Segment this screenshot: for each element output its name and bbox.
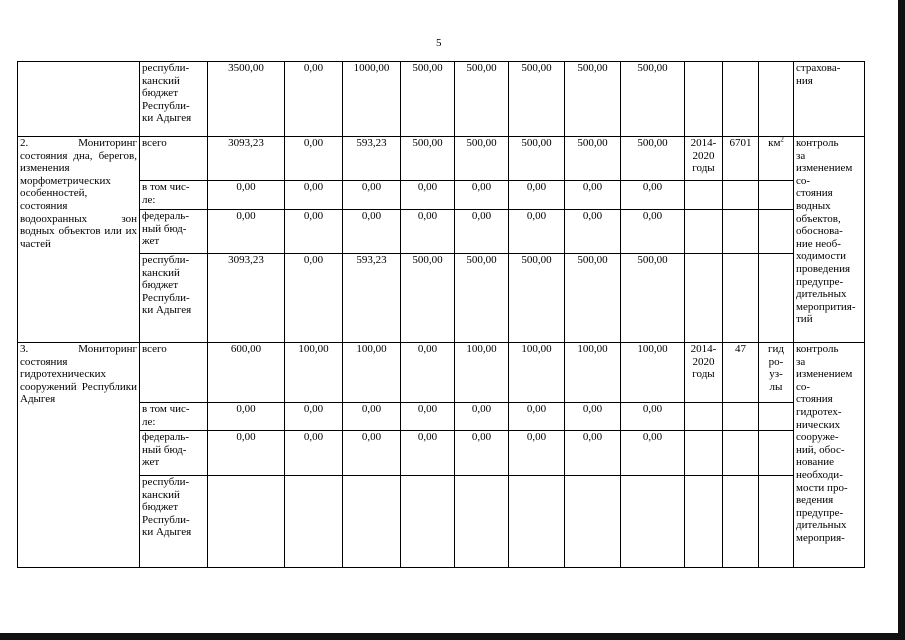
value-cell: 100,00 — [343, 343, 401, 403]
value-cell — [285, 476, 343, 568]
period-cell — [685, 254, 723, 343]
value-cell: 0,00 — [401, 403, 455, 431]
period-cell — [685, 403, 723, 431]
value-cell: 100,00 — [285, 343, 343, 403]
value-cell: 0,00 — [208, 181, 285, 210]
quantity-cell — [723, 431, 759, 476]
quantity-cell — [723, 210, 759, 254]
value-cell: 0,00 — [285, 403, 343, 431]
value-cell — [401, 476, 455, 568]
table-row — [18, 210, 865, 254]
value-cell: 500,00 — [455, 254, 509, 343]
value-cell: 0,00 — [285, 431, 343, 476]
table-row — [18, 254, 865, 343]
unit-cell: гид ро- уз- лы — [759, 343, 794, 403]
funding-source-cell: республи- канский бюджет Республи- ки Адыгея — [140, 254, 208, 343]
value-cell: 500,00 — [565, 137, 621, 181]
value-cell: 0,00 — [565, 431, 621, 476]
value-cell: 0,00 — [285, 181, 343, 210]
value-cell: 0,00 — [343, 210, 401, 254]
quantity-cell — [723, 403, 759, 431]
period-cell: 2014- 2020 годы — [685, 137, 723, 181]
value-cell: 0,00 — [509, 210, 565, 254]
unit-superscript: 2 — [780, 136, 784, 144]
value-cell: 0,00 — [455, 181, 509, 210]
period-cell — [685, 476, 723, 568]
value-cell: 0,00 — [455, 431, 509, 476]
unit-cell — [759, 137, 794, 181]
comment-cell: контроль за изменением со- стояния гидротех- нических сооруже- ний, обос- нование необходи- мости про- ведения предупре- дительных мероприя- — [794, 343, 865, 568]
value-cell: 100,00 — [621, 343, 685, 403]
value-cell: 500,00 — [401, 62, 455, 137]
value-cell: 500,00 — [621, 62, 685, 137]
quantity-cell — [723, 254, 759, 343]
table-row — [18, 137, 865, 181]
funding-source-cell: в том чис- ле: — [140, 403, 208, 431]
unit-cell — [759, 62, 794, 137]
table-row — [18, 62, 865, 137]
value-cell: 3093,23 — [208, 254, 285, 343]
page-number: 5 — [436, 37, 442, 49]
value-cell: 0,00 — [621, 403, 685, 431]
value-cell — [565, 476, 621, 568]
table-row — [18, 476, 865, 568]
value-cell: 0,00 — [455, 403, 509, 431]
comment-cell: контроль за изменением со- стояния водных объектов, обоснова- ние необ- ходимости проведения предупре- дительных меропрития- тий — [794, 137, 865, 343]
period-cell — [685, 62, 723, 137]
value-cell: 0,00 — [285, 137, 343, 181]
unit-cell — [759, 403, 794, 431]
value-cell: 100,00 — [455, 343, 509, 403]
value-cell: 1000,00 — [343, 62, 401, 137]
value-cell: 593,23 — [343, 137, 401, 181]
value-cell — [455, 476, 509, 568]
value-cell: 0,00 — [509, 181, 565, 210]
value-cell: 500,00 — [509, 254, 565, 343]
value-cell: 0,00 — [208, 210, 285, 254]
funding-source-cell: в том чис- ле: — [140, 181, 208, 210]
value-cell: 0,00 — [401, 210, 455, 254]
value-cell: 3093,23 — [208, 137, 285, 181]
value-cell — [343, 476, 401, 568]
comment-cell: страхова- ния — [794, 62, 865, 137]
funding-source-cell: всего — [140, 343, 208, 403]
value-cell: 0,00 — [509, 403, 565, 431]
value-cell: 0,00 — [343, 403, 401, 431]
value-cell: 0,00 — [285, 254, 343, 343]
quantity-cell: 47 — [723, 343, 759, 403]
value-cell: 0,00 — [621, 431, 685, 476]
value-cell: 0,00 — [208, 403, 285, 431]
table-row — [18, 431, 865, 476]
quantity-cell — [723, 181, 759, 210]
value-cell — [509, 476, 565, 568]
period-cell — [685, 431, 723, 476]
value-cell: 0,00 — [401, 343, 455, 403]
value-cell: 0,00 — [401, 181, 455, 210]
value-cell: 500,00 — [509, 62, 565, 137]
budget-table — [17, 61, 865, 568]
value-cell: 0,00 — [509, 431, 565, 476]
scan-edge-bottom — [0, 633, 905, 640]
value-cell: 500,00 — [509, 137, 565, 181]
quantity-cell — [723, 62, 759, 137]
value-cell — [208, 476, 285, 568]
description-cell — [18, 62, 140, 137]
table-row — [18, 403, 865, 431]
value-cell: 0,00 — [343, 431, 401, 476]
funding-source-cell: республи- канский бюджет Республи- ки Адыгея — [140, 62, 208, 137]
unit-cell — [759, 181, 794, 210]
funding-source-cell: федераль- ный бюд- жет — [140, 210, 208, 254]
measure-description: 3. Мониторинг состояния гидротехнических сооружений Республики Адыгея — [18, 343, 140, 568]
funding-source-cell: федераль- ный бюд- жет — [140, 431, 208, 476]
measure-description: 2. Мониторинг состояния дна, берегов, изменения морфометрических особенностей, состояния водоохранных зон водных объектов или их частей — [18, 137, 140, 343]
value-cell: 593,23 — [343, 254, 401, 343]
value-cell: 0,00 — [565, 403, 621, 431]
value-cell: 500,00 — [401, 137, 455, 181]
value-cell: 0,00 — [343, 181, 401, 210]
value-cell: 0,00 — [565, 181, 621, 210]
value-cell: 0,00 — [285, 62, 343, 137]
funding-source-cell: республи- канский бюджет Республи- ки Адыгея — [140, 476, 208, 568]
value-cell: 0,00 — [401, 431, 455, 476]
value-cell: 500,00 — [621, 137, 685, 181]
scan-edge-right — [898, 0, 905, 640]
value-cell: 3500,00 — [208, 62, 285, 137]
value-cell: 0,00 — [565, 210, 621, 254]
value-cell: 0,00 — [621, 181, 685, 210]
table-row — [18, 181, 865, 210]
quantity-cell: 6701 — [723, 137, 759, 181]
value-cell: 0,00 — [208, 431, 285, 476]
period-cell — [685, 210, 723, 254]
funding-source-cell: всего — [140, 137, 208, 181]
value-cell — [621, 476, 685, 568]
value-cell: 0,00 — [455, 210, 509, 254]
table-row — [18, 343, 865, 403]
value-cell: 500,00 — [621, 254, 685, 343]
value-cell: 600,00 — [208, 343, 285, 403]
value-cell: 500,00 — [455, 62, 509, 137]
value-cell: 100,00 — [509, 343, 565, 403]
unit-cell — [759, 476, 794, 568]
period-cell — [685, 181, 723, 210]
period-cell: 2014- 2020 годы — [685, 343, 723, 403]
quantity-cell — [723, 476, 759, 568]
unit-cell — [759, 210, 794, 254]
value-cell: 500,00 — [401, 254, 455, 343]
unit-text: км — [768, 137, 781, 149]
unit-cell — [759, 431, 794, 476]
value-cell: 100,00 — [565, 343, 621, 403]
value-cell: 0,00 — [621, 210, 685, 254]
value-cell: 500,00 — [455, 137, 509, 181]
value-cell: 500,00 — [565, 254, 621, 343]
unit-cell — [759, 254, 794, 343]
value-cell: 0,00 — [285, 210, 343, 254]
value-cell: 500,00 — [565, 62, 621, 137]
